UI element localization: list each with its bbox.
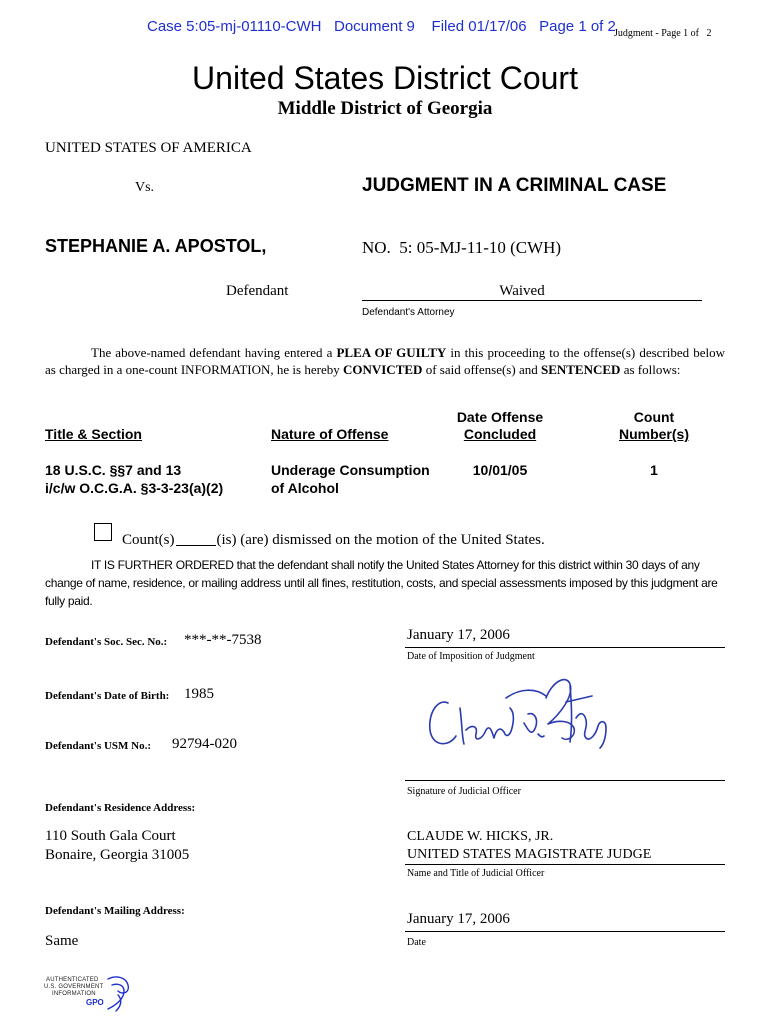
attorney-label: Defendant's Attorney — [362, 307, 455, 318]
header-count-1: Count — [633, 409, 675, 425]
date-line — [405, 931, 725, 932]
signature-line — [405, 780, 725, 781]
name-title-label: Name and Title of Judicial Officer — [407, 868, 545, 879]
residence-line-1: 110 South Gala Court — [45, 828, 176, 844]
header-nature: Nature of Offense — [271, 426, 389, 442]
header-date-1: Date Offense — [456, 409, 544, 425]
attorney-value: Waived — [499, 283, 545, 299]
judge-name: CLAUDE W. HICKS, JR. — [407, 829, 554, 844]
intro-text-2: in this proceeding to the offense(s) described below as charged in a one-count INFORMATION, he is hereby — [45, 345, 725, 377]
date-value: January 17, 2006 — [407, 911, 510, 927]
page-note: Judgment - Page 1 of 2 — [614, 28, 712, 39]
intro-plea: PLEA OF GUILTY — [336, 345, 447, 360]
document-title: JUDGMENT IN A CRIMINAL CASE — [362, 175, 667, 196]
gpo-line-2: U.S. GOVERNMENT — [44, 984, 104, 990]
dob-value: 1985 — [184, 686, 214, 702]
header-date-2: Concluded — [463, 426, 537, 442]
dismissed-blank — [176, 545, 216, 546]
defendant-name: STEPHANIE A. APOSTOL, — [45, 236, 267, 256]
signature-label: Signature of Judicial Officer — [407, 786, 521, 797]
attorney-line — [362, 300, 702, 301]
court-name: United States District Court — [192, 60, 578, 96]
gpo-line-1: AUTHENTICATED — [46, 977, 99, 983]
ssn-label: Defendant's Soc. Sec. No.: — [45, 636, 168, 648]
row-count: 1 — [650, 462, 658, 478]
eagle-icon — [102, 975, 132, 1013]
imposition-label: Date of Imposition of Judgment — [407, 651, 535, 662]
judge-line — [405, 864, 725, 865]
mailing-value: Same — [45, 933, 79, 949]
intro-text-1: The above-named defendant having entered a — [91, 345, 337, 360]
dismissed-line — [122, 532, 545, 549]
judge-title: UNITED STATES MAGISTRATE JUDGE — [407, 847, 652, 862]
header-title-section: Title & Section — [45, 426, 142, 442]
imposition-line — [405, 647, 725, 648]
intro-paragraph — [45, 344, 725, 378]
defendant-label: Defendant — [226, 283, 289, 299]
row-nature-2: of Alcohol — [271, 480, 339, 496]
row-title-2: i/c/w O.C.G.A. §3-3-23(a)(2) — [45, 480, 224, 496]
intro-text-3: of said offense(s) and — [422, 362, 541, 377]
header-count-2: Number(s) — [618, 426, 689, 442]
gpo-line-4: GPO — [86, 998, 104, 1007]
vs-label: Vs. — [135, 180, 155, 195]
row-title-1: 18 U.S.C. §§7 and 13 — [45, 462, 182, 478]
dismissed-checkbox[interactable] — [94, 523, 112, 541]
intro-sentenced: SENTENCED — [540, 362, 621, 377]
row-nature-1: Underage Consumption — [271, 462, 430, 478]
further-ordered: IT IS FURTHER ORDERED that the defendant shall notify the United States Attorney for this district within 30 days of any change of name, residence, or mailing address until all fines, restitution, costs, and special assessments imposed by this judgment are fully paid. — [45, 558, 718, 608]
imposition-date: January 17, 2006 — [407, 627, 510, 643]
intro-text-4: as follows: — [620, 362, 681, 377]
judge-signature — [420, 668, 620, 758]
usm-value: 92794-020 — [172, 736, 237, 752]
dismissed-prefix: Count(s) — [122, 532, 175, 548]
date-label: Date — [407, 937, 426, 948]
dismissed-suffix: (is) (are) dismissed on the motion of the United States. — [216, 532, 545, 548]
case-stamp: Case 5:05-mj-01110-CWH Document 9 Filed 01/17/06 Page 1 of 2 — [147, 18, 616, 35]
row-date: 10/01/05 — [472, 462, 528, 478]
district-name: Middle District of Georgia — [277, 98, 493, 119]
intro-convicted: CONVICTED — [342, 362, 423, 377]
dob-label: Defendant's Date of Birth: — [45, 690, 170, 702]
usm-label: Defendant's USM No.: — [45, 740, 152, 752]
plaintiff: UNITED STATES OF AMERICA — [45, 140, 252, 156]
gpo-logo — [40, 975, 140, 1015]
ssn-value: ***-**-7538 — [184, 632, 262, 648]
case-number: NO. 5: 05-MJ-11-10 (CWH) — [362, 238, 562, 257]
gpo-line-3: INFORMATION — [52, 991, 96, 997]
mailing-label: Defendant's Mailing Address: — [45, 905, 185, 917]
residence-label: Defendant's Residence Address: — [45, 802, 196, 814]
residence-line-2: Bonaire, Georgia 31005 — [45, 847, 190, 863]
